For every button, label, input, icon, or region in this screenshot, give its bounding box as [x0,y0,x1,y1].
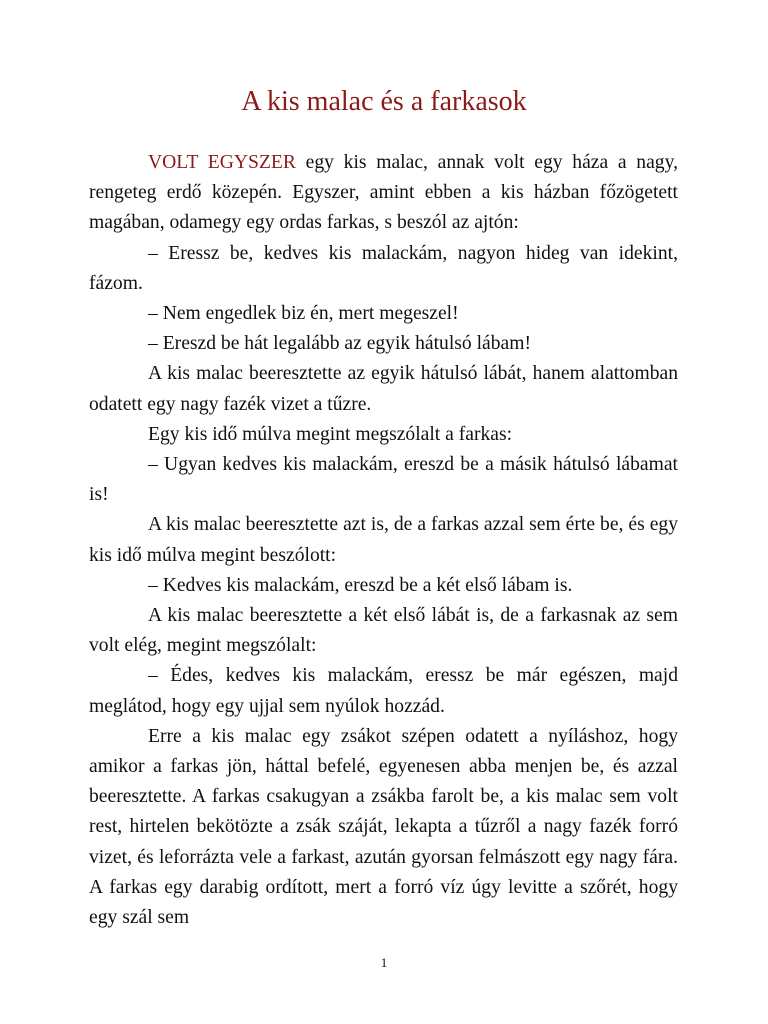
paragraph: – Kedves kis malackám, ereszd be a két első lábam is. [148,574,573,596]
paragraph [89,148,678,239]
page-number: 1 [380,955,388,970]
paragraph: Egy kis idő múlva megint megszólalt a farkas: [148,423,513,445]
story-body [89,148,678,933]
opening-words: VOLT EGYSZER [148,152,296,173]
paragraph: – Ereszd be hát legalább az egyik hátulsó lábam! [148,333,532,355]
paragraph: Erre a kis malac egy zsákot szépen odatett a nyíláshoz, hogy amikor a farkas jön, háttal befelé, egyenesen abba menjen be, és azzal beeresztette. A farkas csakugyan a zsákba farolt be, a kis malac sem volt rest, hirtelen bekötözte a zsák száját, lekapta a tűzről a nagy fazék forró vizet, és leforrázta vele a farkast, azután gyorsan felmászott egy nagy fára. A farkas egy darabig ordított, mert a forró víz úgy levitte a szőrét, hogy egy szál sem [89,725,678,929]
page-title: A kis malac és a farkasok [241,86,527,117]
paragraph: A kis malac beeresztette a két első lábát is, de a farkasnak az sem volt elég, megint megszólalt: [89,605,678,657]
paragraph: – Édes, kedves kis malackám, eressz be már egészen, majd meglátod, hogy egy ujjal sem nyúlok hozzád. [89,665,678,717]
paragraph: A kis malac beeresztette az egyik hátulsó lábát, hanem alattomban odatett egy nagy fazék vizet a tűzre. [89,363,678,415]
paragraph: – Nem engedlek biz én, mert megeszel! [148,303,459,325]
paragraph: A kis malac beeresztette azt is, de a farkas azzal sem érte be, és egy kis idő múlva megint beszólott: [89,514,678,566]
paragraph: – Ugyan kedves kis malackám, ereszd be a másik hátulsó lábamat is! [89,454,678,506]
paragraph-text: egy kis malac, annak volt egy háza a nagy, rengeteg erdő közepén. Egyszer, amint ebben a kis házban főzögetett magában, odamegy egy ordas farkas, s beszól az ajtón: [89,152,678,234]
paragraph: – Eressz be, kedves kis malackám, nagyon hideg van idekint, fázom. [89,242,678,294]
